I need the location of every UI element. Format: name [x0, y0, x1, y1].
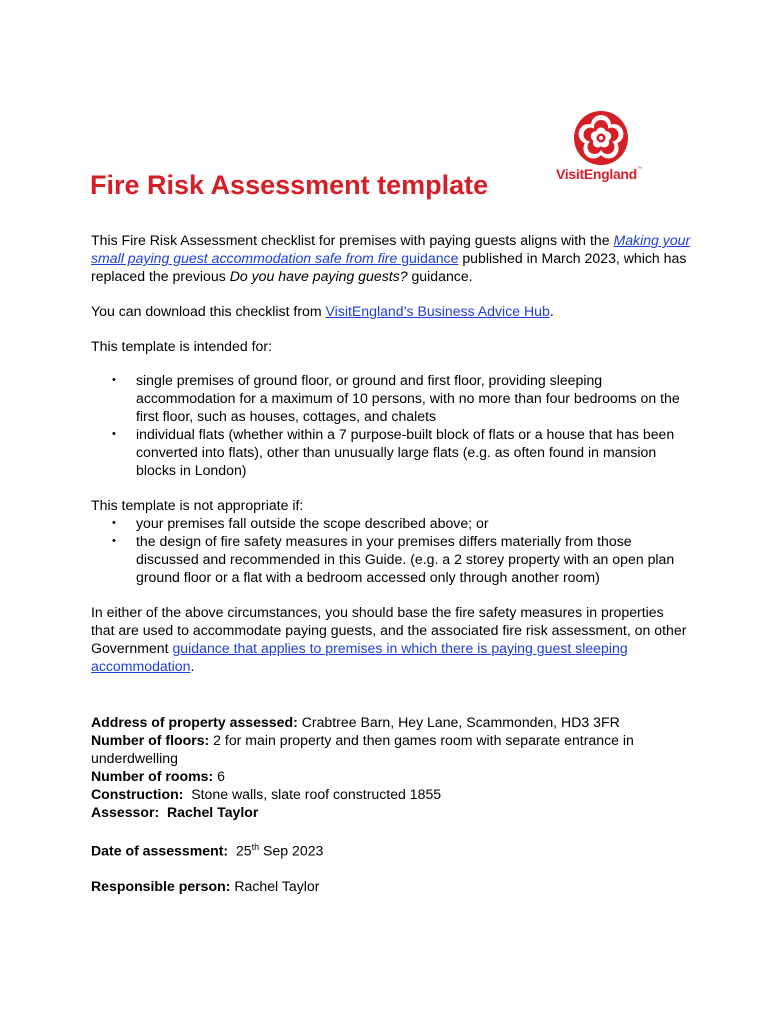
not-appropriate-list — [91, 514, 691, 586]
visitengland-wordmark: VisitEngland™ — [556, 166, 642, 182]
assessor-line: Assessor: Rachel Taylor — [91, 804, 259, 820]
bullet-icon: • — [112, 374, 116, 386]
intro-paragraph: This Fire Risk Assessment checklist for premises with paying guests aligns with the Making your small paying guest accommodation safe from fire guidance published in March 2023, which has replaced the previous Do you have paying guests? guidance. — [91, 232, 691, 284]
bullet-icon: • — [112, 535, 116, 547]
list-item: • individual flats (whether within a 7 purpose-built block of flats or a house that has been converted into flats), other than unusually large flats (e.g. as often found in mansion blocks in London) — [112, 426, 675, 478]
not-appropriate-heading: This template is not appropriate if: — [91, 497, 304, 513]
list-item: • single premises of ground floor, or ground and first floor, providing sleeping accommodation for a maximum of 10 persons, with no more than four bedrooms on the first floor, such as houses, cottages, and chalets — [112, 372, 680, 424]
intended-list — [91, 371, 691, 479]
download-paragraph: You can download this checklist from VisitEngland’s Business Advice Hub. — [91, 303, 554, 319]
page-title: Fire Risk Assessment template — [90, 170, 489, 200]
circumstances-paragraph: In either of the above circumstances, you should base the fire safety measures in properties that are used to accommodate paying guests, and the associated fire risk assessment, on other Government guidance that applies to premises in which there is paying guest sleeping accommodation. — [91, 604, 687, 674]
list-item: • your premises fall outside the scope described above; or — [112, 515, 489, 531]
bullet-icon: • — [112, 517, 116, 529]
responsible-person-line: Responsible person: Rachel Taylor — [91, 877, 320, 894]
government-guidance-link[interactable]: guidance that applies to premises in which there is paying guest sleeping accommodation — [91, 640, 628, 674]
date-line: Date of assessment: 25th Sep 2023 — [91, 842, 324, 859]
document-body — [91, 231, 691, 895]
business-advice-hub-link[interactable]: VisitEngland’s Business Advice Hub — [325, 303, 550, 319]
construction-line: Construction: Stone walls, slate roof constructed 1855 — [91, 786, 442, 802]
intended-heading: This template is intended for: — [91, 338, 272, 354]
bullet-icon: • — [112, 428, 116, 440]
floors-line: Number of floors: 2 for main property and then games room with separate entrance in underdwelling — [91, 732, 634, 766]
rooms-line: Number of rooms: 6 — [91, 768, 225, 784]
property-details — [91, 713, 691, 821]
fire-safety-guidance-link[interactable]: Making your small paying guest accommodation safe from fire guidance — [91, 232, 691, 266]
address-line: Address of property assessed: Crabtree Barn, Hey Lane, Scammonden, HD3 3FR — [91, 714, 620, 730]
list-item: • the design of fire safety measures in your premises differs materially from those discussed and recommended in this Guide. (e.g. a 2 storey property with an open plan ground floor or a flat with a bedroom accessed only through another room) — [112, 533, 675, 585]
